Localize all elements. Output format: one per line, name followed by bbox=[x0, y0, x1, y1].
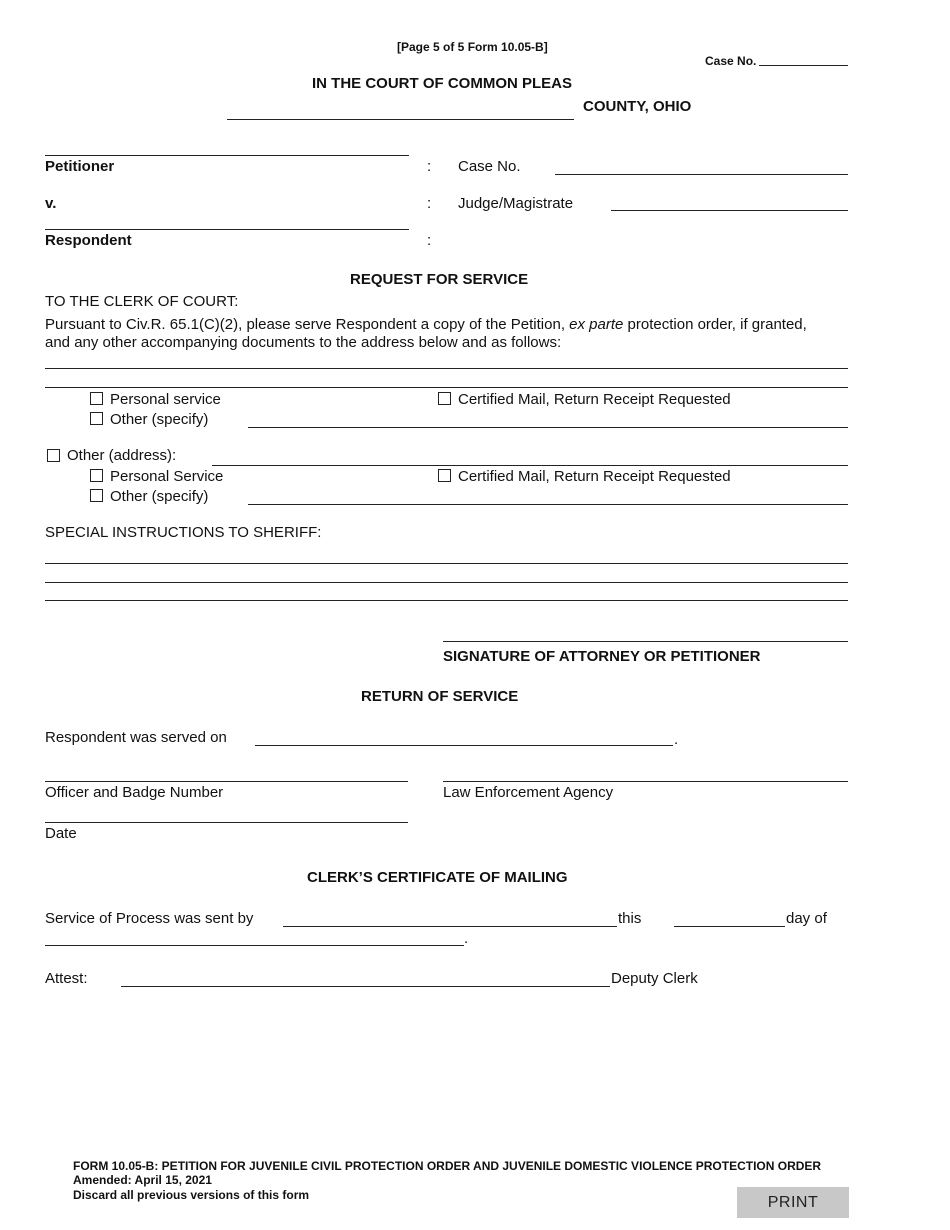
certified-mail-2-label: Certified Mail, Return Receipt Requested bbox=[458, 468, 731, 485]
clerk-certificate-title: CLERK’S CERTIFICATE OF MAILING bbox=[307, 869, 568, 886]
other-address-field[interactable] bbox=[212, 465, 848, 466]
petitioner-label: Petitioner bbox=[45, 158, 115, 175]
special-instructions-field-3[interactable] bbox=[45, 600, 848, 601]
special-instructions-field-2[interactable] bbox=[45, 582, 848, 583]
served-on-label: Respondent was served on bbox=[45, 729, 227, 746]
sent-by-label: Service of Process was sent by bbox=[45, 910, 254, 927]
this-label: this bbox=[618, 910, 642, 927]
agency-field[interactable] bbox=[443, 781, 848, 782]
to-clerk-label: TO THE CLERK OF COURT: bbox=[45, 293, 239, 310]
caption-colon: : bbox=[427, 195, 432, 212]
attest-signature-field[interactable] bbox=[121, 986, 610, 987]
officer-badge-field[interactable] bbox=[45, 781, 408, 782]
caption-colon: : bbox=[427, 232, 432, 249]
other-specify-2-field[interactable] bbox=[248, 504, 848, 505]
other-specify-field[interactable] bbox=[248, 427, 848, 428]
header-case-no-field[interactable] bbox=[759, 65, 848, 66]
personal-service-label: Personal service bbox=[110, 391, 221, 408]
signature-label: SIGNATURE OF ATTORNEY OR PETITIONER bbox=[443, 648, 761, 665]
page-label: [Page 5 of 5 Form 10.05-B] bbox=[397, 40, 548, 54]
county-label: COUNTY, OHIO bbox=[583, 98, 692, 115]
respondent-label: Respondent bbox=[45, 232, 132, 249]
personal-service-2-checkbox[interactable] bbox=[90, 469, 103, 482]
certified-mail-checkbox[interactable] bbox=[438, 392, 451, 405]
other-specify-2-label: Other (specify) bbox=[110, 488, 209, 505]
print-button[interactable]: PRINT bbox=[737, 1187, 849, 1218]
personal-service-2-label: Personal Service bbox=[110, 468, 224, 485]
other-specify-checkbox[interactable] bbox=[90, 412, 103, 425]
personal-service-checkbox[interactable] bbox=[90, 392, 103, 405]
petitioner-name-field[interactable] bbox=[45, 155, 409, 156]
judge-label: Judge/Magistrate bbox=[458, 195, 574, 212]
intro-italic: ex parte bbox=[569, 316, 624, 333]
case-no-label: Case No. bbox=[458, 158, 521, 175]
other-specify-2-checkbox[interactable] bbox=[90, 489, 103, 502]
day-of-label: day of bbox=[786, 910, 827, 927]
special-instructions-field-1[interactable] bbox=[45, 563, 848, 564]
intro-text-end: protection order, if granted, bbox=[623, 316, 807, 333]
attest-label: Attest: bbox=[45, 970, 88, 987]
court-title: IN THE COURT OF COMMON PLEAS bbox=[312, 75, 572, 92]
agency-label: Law Enforcement Agency bbox=[443, 784, 614, 801]
return-date-field[interactable] bbox=[45, 822, 408, 823]
footer-discard: Discard all previous versions of this form bbox=[73, 1188, 310, 1202]
served-on-field[interactable] bbox=[255, 745, 673, 746]
caption-colon: : bbox=[427, 158, 432, 175]
versus-label: v. bbox=[45, 195, 57, 212]
return-of-service-title: RETURN OF SERVICE bbox=[361, 688, 519, 705]
officer-badge-label: Officer and Badge Number bbox=[45, 784, 224, 801]
judge-field[interactable] bbox=[611, 210, 848, 211]
footer-amended: Amended: April 15, 2021 bbox=[73, 1173, 212, 1187]
request-intro-line2: and any other accompanying documents to the address below and as follows: bbox=[45, 334, 562, 351]
month-year-field[interactable] bbox=[45, 945, 464, 946]
respondent-address-field-2[interactable] bbox=[45, 387, 848, 388]
certified-mail-2-checkbox[interactable] bbox=[438, 469, 451, 482]
header-case-no-label: Case No. bbox=[705, 54, 757, 68]
request-intro-line1 bbox=[45, 316, 807, 333]
served-on-period: . bbox=[674, 731, 679, 748]
county-name-field[interactable] bbox=[227, 119, 574, 120]
case-no-field[interactable] bbox=[555, 174, 848, 175]
signature-field[interactable] bbox=[443, 641, 848, 642]
other-address-checkbox[interactable] bbox=[47, 449, 60, 462]
deputy-clerk-label: Deputy Clerk bbox=[611, 970, 698, 987]
day-field[interactable] bbox=[674, 926, 785, 927]
sent-by-field[interactable] bbox=[283, 926, 617, 927]
special-instructions-label: SPECIAL INSTRUCTIONS TO SHERIFF: bbox=[45, 524, 322, 541]
month-year-period: . bbox=[464, 930, 469, 947]
other-address-label: Other (address): bbox=[67, 447, 177, 464]
respondent-name-field[interactable] bbox=[45, 229, 409, 230]
certified-mail-label: Certified Mail, Return Receipt Requested bbox=[458, 391, 731, 408]
request-for-service-title: REQUEST FOR SERVICE bbox=[350, 271, 529, 288]
intro-text: Pursuant to Civ.R. 65.1(C)(2), please serve Respondent a copy of the Petition, bbox=[45, 316, 570, 333]
other-specify-label: Other (specify) bbox=[110, 411, 209, 428]
respondent-address-field[interactable] bbox=[45, 368, 848, 369]
return-date-label: Date bbox=[45, 825, 77, 842]
footer-form-title: FORM 10.05-B: PETITION FOR JUVENILE CIVIL PROTECTION ORDER AND JUVENILE DOMESTIC VIOLENCE PROTECTION ORDER bbox=[73, 1159, 822, 1173]
